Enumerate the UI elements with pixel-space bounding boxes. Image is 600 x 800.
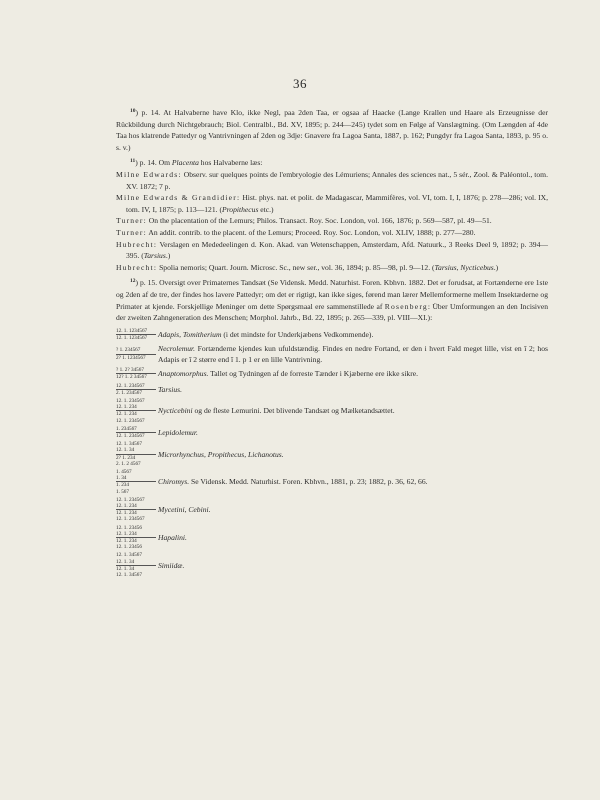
formula-line: 12. 1. 234567 — [116, 383, 156, 390]
taxon-name: Lepidolemur. — [158, 427, 198, 437]
reference-list — [116, 169, 548, 273]
formula-line: 12. 1. 1234567 — [116, 328, 156, 335]
reference-text: Verslagen en Mededeelingen d. Kon. Akad. van Wetenschappen, Amsterdam, Afd. Natuurk., 3 Reeks Deel 9, 1892; p. 394—395. ( — [126, 239, 548, 261]
footnote-10-number: 10 — [130, 108, 136, 114]
footnote-10 — [116, 107, 548, 153]
formula-row — [116, 441, 548, 467]
dental-formula — [116, 497, 156, 523]
formula-line: 2? 1. 234 — [116, 454, 136, 461]
reference-author: Milne Edwards: — [116, 169, 182, 179]
taxon-note: Tallet og Tydningen af de forreste Tænder i Kjæberne ere ikke sikre. — [208, 369, 419, 379]
footnote-11 — [116, 157, 548, 169]
formula-line: 12. 1. 234 — [116, 510, 137, 517]
reference-emphasis: Tarsius, Nycticebus — [434, 262, 494, 272]
taxon-description — [156, 343, 548, 365]
formula-row — [116, 426, 548, 439]
footnote-12-text-end: : Über Umformungen an den Incisiven der zweiten Zahngeneration des Menschen; Morphol. Jahrb., Bd. 22, 1895; p. 265—339, pl. VIII—XI.): — [116, 301, 548, 323]
taxon-name: Hapalini. — [158, 532, 187, 542]
taxon-note: Se Vidensk. Medd. Naturhist. Foren. Kbhvn., 1881, p. 23; 1882, p. 36, 62, 66. — [189, 477, 428, 487]
formula-row — [116, 497, 548, 523]
taxon-description — [156, 405, 548, 416]
footnote-12 — [116, 277, 548, 323]
footnote-12-author: Rosenberg — [384, 301, 428, 311]
formula-line: 1. 4567 — [116, 468, 132, 475]
reference-text: Spolia nemoris; Quart. Journ. Microsc. Sc., new ser., vol. 36, 1894; p. 85—98, pl. 9—12. ( — [157, 262, 435, 272]
formula-row — [116, 383, 548, 396]
formula-row — [116, 367, 548, 380]
footnote-11-intro-emphasis: Placenta — [171, 158, 199, 168]
formula-line: 12. 1. 34567 — [116, 552, 142, 559]
dental-formula — [116, 367, 156, 380]
taxon-name: Anaptomorphus. — [158, 369, 209, 379]
formula-line: ? 1. 2? 34567 — [116, 367, 156, 374]
dental-formula — [116, 426, 156, 439]
taxon-name: Necrolemur. — [158, 344, 196, 354]
footnote-11-intro: ) p. 14. Om — [135, 158, 172, 168]
dental-formula — [116, 552, 156, 578]
footnotes-body — [116, 107, 548, 580]
formula-line: 12. 1. 234 — [116, 404, 156, 411]
formula-row — [116, 552, 548, 578]
footnote-12-number: 12 — [130, 278, 136, 285]
formula-line: 2? 1. 1234567 — [116, 354, 146, 361]
dental-formula — [116, 383, 156, 396]
formula-line: 12. 1. 34567 — [116, 441, 142, 448]
taxon-name: Chiromys. — [158, 477, 190, 487]
reference-emphasis: Propithecus — [221, 204, 259, 214]
footnote-11-number: 11 — [130, 158, 136, 165]
footnote-11-intro-end: hos Halvaberne læs: — [198, 158, 263, 168]
reference-entry — [116, 239, 548, 262]
page-number: 36 — [293, 76, 307, 91]
reference-tail: .) — [165, 251, 171, 261]
reference-author: Milne Edwards & Grandidier: — [116, 193, 241, 203]
reference-entry — [116, 215, 548, 227]
formula-line: 12? 1. 2 34567 — [116, 374, 147, 381]
taxon-note: og de fleste Lemurini. Det blivende Tandsæt og Mælketandsættet. — [192, 406, 395, 416]
taxon-name: Adapis, Tomitherium — [158, 329, 222, 339]
reference-author: Hubrecht: — [116, 262, 158, 272]
reference-entry — [116, 192, 548, 215]
dental-formula — [116, 441, 156, 467]
reference-tail: .) — [493, 262, 499, 272]
reference-text: An addit. contrib. to the placent. of the Lemurs; Proceed. Roy. Soc. London, vol. XLIV, 1888; p. 277—280. — [146, 227, 476, 237]
reference-author: Turner: — [116, 216, 147, 226]
dental-formula — [116, 469, 156, 495]
taxon-name: Mycetini, Cebini. — [158, 505, 211, 515]
reference-entry — [116, 169, 548, 192]
formula-line: ? 1. 234567 — [116, 347, 156, 354]
formula-line: 2. 1. 234567 — [116, 389, 142, 396]
formula-line: 12. 1. 23456 — [116, 544, 142, 551]
taxon-note: Fortænderne kjendes kun ufuldstændig. Findes en nedre Fortand, er den i hvert Fald meget lille, vist en ī 2; hos Adapis er ī 2 større end ī 1. p 1 er en lille Vantrivning. — [158, 344, 548, 365]
taxon-description — [156, 476, 548, 487]
dental-formula-table — [116, 328, 548, 579]
formula-line: 12. 1. 34567 — [116, 571, 142, 578]
taxon-description — [156, 532, 548, 543]
formula-line: 1. 234 — [116, 482, 129, 489]
reference-entry — [116, 227, 548, 239]
formula-row — [116, 469, 548, 495]
formula-line: 12. 1. 23456 — [116, 524, 142, 531]
taxon-description — [156, 504, 548, 515]
reference-text: Hist. phys. nat. et polit. de Madagascar, Mammifères, vol. VI, tom. I, I, 1876; p. 278—286; vol. IX, tom. IV, I, 1875; p. 113—121. ( — [126, 193, 548, 214]
reference-author: Hubrecht: — [116, 239, 158, 249]
taxon-description — [156, 368, 548, 379]
dental-formula — [116, 347, 156, 360]
taxon-description — [156, 384, 548, 395]
formula-line: 12. 1. 234567 — [116, 496, 145, 503]
formula-row — [116, 328, 548, 341]
formula-line: 1. 234567 — [116, 426, 156, 433]
dental-formula — [116, 328, 156, 341]
formula-line: 12. 1. 234567 — [116, 432, 145, 439]
reference-emphasis: Tarsius — [143, 251, 166, 261]
formula-line: 12. 1. 234567 — [116, 516, 145, 523]
formula-line: 12. 1. 34 — [116, 559, 156, 566]
formula-row — [116, 525, 548, 551]
formula-line: 2. 1. 2 4567 — [116, 460, 141, 467]
formula-line: 12. 1. 234 — [116, 411, 137, 418]
taxon-description — [156, 449, 548, 460]
formula-line: 12. 1. 234 — [116, 537, 137, 544]
reference-tail: etc.) — [258, 204, 274, 214]
taxon-name: Tarsius. — [158, 384, 182, 394]
formula-line: 12. 1. 1234567 — [116, 334, 148, 341]
reference-entry — [116, 262, 548, 274]
footnote-12-text: ) p. 15. Oversigt over Primaternes Tandsæt (Se Vidensk. Medd. Naturhist. Foren. Kbhvn. 1882. Det er forudsat, at Fortænderne ere 1ste og 2den af de tre, der findes hos lavere Pattedyr; om det er rigtigt, kan ikke siges, førend man lærer Mellemformerne mellem Insektæderne og Primater at kjende. Forskjellige Meninger om dette Spørgsmaal ere sammenstillede af — [116, 278, 548, 311]
footnote-10-text: ) p. 14. At Halvaberne have Klo, ikke Negl, paa 2den Taa, er ogsaa af Haacke (Lange Krallen und Haare als Erzeugnisse der Rückbildung durch Nichtgebrauch; Biol. Centralbl., Bd. XV, 1895; p. 244—245) tydet som en Følge af Vanslægtning. (Om Længden af 4de Taa hos klatrende Pattedyr og Vantrivningen af 2den og 3dje: Gnavere fra Lagoa Santa, 1887, p. 162; Pungdyr fra Lagoa Santa, 1893, p. 95 o. s. v.) — [116, 108, 548, 152]
taxon-description — [156, 329, 548, 340]
taxon-description — [156, 427, 548, 438]
taxon-name: Simiidæ. — [158, 560, 185, 570]
formula-line: 12. 1. 234 — [116, 503, 156, 510]
formula-line: 1. 567 — [116, 488, 129, 495]
reference-author: Turner: — [116, 227, 147, 237]
formula-line: 12. 1. 34 — [116, 565, 135, 572]
formula-line: 12. 1. 34 — [116, 447, 156, 454]
taxon-note: (i det mindste for Underkjæbens Vedkommende). — [221, 329, 374, 339]
formula-row — [116, 343, 548, 365]
formula-line: 1. 34 — [116, 475, 156, 482]
taxon-description — [156, 560, 548, 571]
formula-line: 12. 1. 234 — [116, 531, 156, 538]
formula-line: 12. 1. 234567 — [116, 417, 145, 424]
dental-formula — [116, 398, 156, 424]
formula-row — [116, 398, 548, 424]
reference-text: Observ. sur quelques points de l'embryologie des Lémuriens; Annales des sciences nat., 5 sér., Zool. & Paléontol., tom. XV. 1872; 7 p. — [126, 169, 548, 191]
taxon-name: Microrhynchus, Propithecus, Lichanotus. — [158, 449, 284, 459]
reference-text: On the placentation of the Lemurs; Philos. Transact. Roy. Soc. London, vol. 166, 1876; p. 569—587, pl. 49—51. — [146, 216, 492, 226]
dental-formula — [116, 525, 156, 551]
formula-line: 12. 1. 234567 — [116, 397, 145, 404]
taxon-name: Nycticebini — [158, 406, 193, 416]
